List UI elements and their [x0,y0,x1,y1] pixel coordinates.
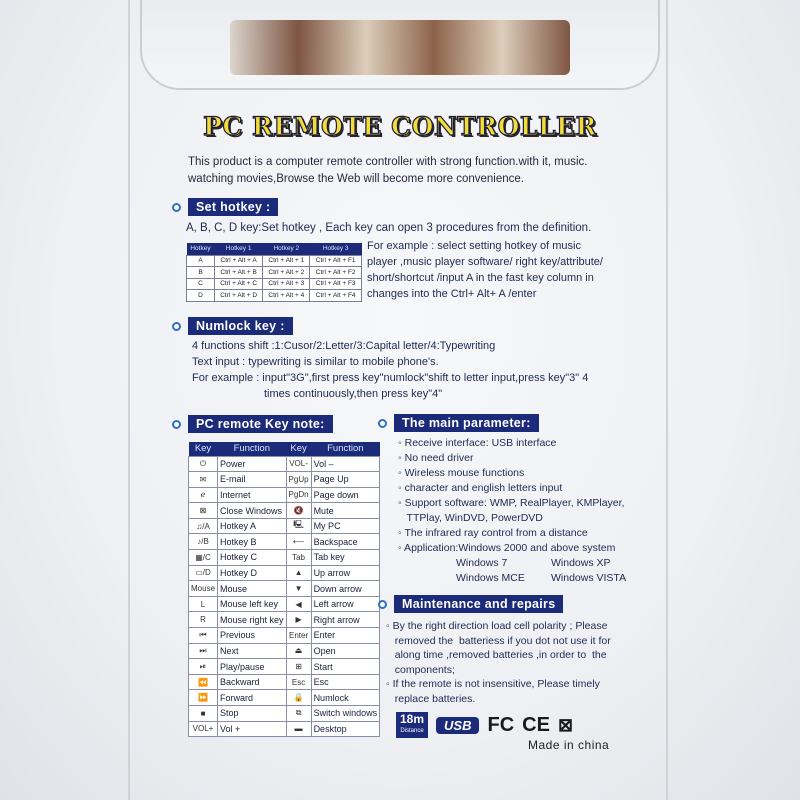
table-row [189,581,380,597]
numlock-line: For example : input"3G",first press key"numlock"shift to letter input,press key"3" 4 [192,372,589,384]
set-hotkey-label: Set hotkey : [188,198,278,216]
example-line: For example : select setting hotkey of music [367,240,581,252]
table-row [189,659,380,675]
key-function: Enter [311,628,380,644]
fc-logo: FC [487,713,515,736]
page-title: PC REMOTE CONTROLLER [203,112,597,141]
key-icon: ⏭ [189,643,218,659]
key-function: Power [218,456,287,472]
key-icon: Esc [286,674,311,690]
hotkey-cell: Ctrl + Alt + C [214,278,262,290]
table-row [189,612,380,628]
table-row [189,534,380,550]
table-row [189,550,380,566]
key-function: Hotkey A [218,518,287,534]
key-function: Play/pause [218,659,287,675]
hotkey-cell: Ctrl + Alt + D [214,290,262,302]
key-icon: ■ [189,706,218,722]
key-icon: PgDn [286,487,311,503]
maint-item: ◦ By the right direction load cell polarity ; Please [386,620,608,632]
key-note-col-header: Key [286,442,311,456]
maintenance-list [386,619,656,706]
main-param-list [398,436,658,586]
key-icon: ⏻ [189,456,218,472]
numlock-heading [172,317,293,335]
key-icon: 🔇 [286,503,311,519]
numlock-line: times continuously,then press key"4" [264,388,443,400]
intro-line-1: This product is a computer remote controller with strong function.with it, music. [188,156,588,168]
maint-item: components; [386,663,455,676]
usb-logo: USB [436,717,479,734]
key-function: Page Up [311,472,380,488]
table-row [189,674,380,690]
bullet-icon [378,600,387,609]
distance-badge [396,712,428,738]
key-function: Mouse right key [218,612,287,628]
param-item: TTPlay, WinDVD, PowerDVD [398,512,543,524]
numlock-label: Numlock key : [188,317,293,335]
key-icon: R [189,612,218,628]
key-function: Up arrow [311,565,380,581]
table-row [189,690,380,706]
key-function: Numlock [311,690,380,706]
param-item: ◦ Receive interface: USB interface [398,437,557,449]
hotkey-example [367,238,657,302]
key-function: Tab key [311,550,380,566]
key-function: Page down [311,487,380,503]
param-item: ◦ The infrared ray control from a distance [398,527,588,539]
table-row [189,518,380,534]
key-icon: ♫/A [189,518,218,534]
hotkey-col-header: Hotkey 3 [310,243,362,255]
certification-logos [396,712,573,738]
key-function: Vol + [218,721,287,737]
main-param-label: The main parameter: [394,414,539,432]
intro-line-2: watching movies,Browse the Web will become more convenience. [188,173,524,185]
key-icon: ⧉ [286,706,311,722]
table-row [187,278,362,290]
key-icon: ▬ [286,721,311,737]
table-row [189,487,380,503]
hotkey-table [186,243,362,302]
hotkey-cell: Ctrl + Alt + F4 [310,290,362,302]
key-function: Stop [218,706,287,722]
key-icon: ◀ [286,596,311,612]
set-hotkey-heading [172,198,278,216]
key-function: Hotkey C [218,550,287,566]
table-row [189,456,380,472]
key-icon: ⟵ [286,534,311,550]
key-function: Mouse [218,581,287,597]
windows-item: Windows VISTA [551,572,627,584]
key-icon: ⊞ [286,659,311,675]
key-icon: ℯ [189,487,218,503]
made-in-label: Made in china [528,738,610,752]
key-function: Backward [218,674,287,690]
key-icon: 🖳 [286,518,311,534]
key-icon: PgUp [286,472,311,488]
hotkey-cell: A [187,255,215,267]
key-icon: L [189,596,218,612]
key-icon: VOL+ [189,721,218,737]
key-icon: VOL- [286,456,311,472]
key-icon: ▲ [286,565,311,581]
key-function: Esc [311,674,380,690]
table-row [189,565,380,581]
intro-text [188,154,618,188]
key-icon: ▦/C [189,550,218,566]
hotkey-cell: Ctrl + Alt + F1 [310,255,362,267]
maintenance-label: Maintenance and repairs [394,595,563,613]
maint-item: ◦ If the remote is not insensitive, Please timely [386,678,600,690]
hotkey-cell: D [187,290,215,302]
weee-icon: ⊠ [557,714,574,735]
bullet-icon [172,322,181,331]
key-function: Right arrow [311,612,380,628]
key-note-table [188,442,380,737]
key-function: Desktop [311,721,380,737]
maint-item: replace batteries. [386,692,476,705]
key-function: Start [311,659,380,675]
key-function: E-mail [218,472,287,488]
hotkey-col-header: Hotkey [187,243,215,255]
hotkey-cell: Ctrl + Alt + F2 [310,267,362,279]
numlock-line: Text input : typewriting is similar to mobile phone's. [192,356,439,368]
table-row [189,503,380,519]
key-icon: ⏪ [189,674,218,690]
key-function: Internet [218,487,287,503]
key-function: Left arrow [311,596,380,612]
param-item: ◦ No need driver [398,452,474,464]
distance-value: 18m [400,712,425,726]
example-line: short/shortcut /input A in the fast key column in [367,272,594,284]
key-function: Open [311,643,380,659]
key-icon: ⏯ [189,659,218,675]
key-icon: Tab [286,550,311,566]
key-note-col-header: Key [189,442,218,456]
example-line: player ,music player software/ right key/attribute/ [367,256,603,268]
key-icon: 🔒 [286,690,311,706]
hotkey-cell: Ctrl + Alt + A [214,255,262,267]
param-item: ◦ Support software: WMP, RealPlayer, KMPlayer, [398,497,625,509]
key-function: Close Windows [218,503,287,519]
numlock-line: 4 functions shift :1:Cusor/2:Letter/3:Capital letter/4:Typewriting [192,340,496,352]
hotkey-cell: Ctrl + Alt + 2 [263,267,310,279]
windows-item: Windows 7 [456,557,508,569]
key-function: My PC [311,518,380,534]
bullet-icon [378,419,387,428]
table-row [187,255,362,267]
key-icon: ♪/B [189,534,218,550]
table-row [189,472,380,488]
key-icon: ▶ [286,612,311,628]
key-function: Down arrow [311,581,380,597]
key-function: Hotkey D [218,565,287,581]
hotkey-col-header: Hotkey 2 [263,243,310,255]
key-icon: ⏮ [189,628,218,644]
key-function: Forward [218,690,287,706]
windows-list [398,556,658,586]
bullet-icon [172,420,181,429]
key-function: Next [218,643,287,659]
windows-item: Windows MCE [456,572,525,584]
key-icon: Enter [286,628,311,644]
table-row [187,290,362,302]
example-line: changes into the Ctrl+ Alt+ A /enter [367,288,537,300]
key-icon: ✉ [189,472,218,488]
set-hotkey-desc: A, B, C, D key:Set hotkey , Each key can open 3 procedures from the definition. [186,222,592,234]
key-function: Mouse left key [218,596,287,612]
key-function: Previous [218,628,287,644]
key-function: Backspace [311,534,380,550]
key-icon: Mouse [189,581,218,597]
hotkey-cell: Ctrl + Alt + B [214,267,262,279]
table-row [189,643,380,659]
param-item: ◦ Wireless mouse functions [398,467,525,479]
table-row [189,706,380,722]
key-icon: ⏩ [189,690,218,706]
bullet-icon [172,203,181,212]
key-note-heading [172,415,333,433]
hotkey-cell: B [187,267,215,279]
main-param-heading [378,414,539,432]
hotkey-cell: Ctrl + Alt + 1 [263,255,310,267]
numlock-text [192,338,652,402]
param-item: ◦ Application:Windows 2000 and above system [398,542,616,554]
hotkey-cell: Ctrl + Alt + 3 [263,278,310,290]
hotkey-col-header: Hotkey 1 [214,243,262,255]
hotkey-cell: C [187,278,215,290]
key-note-label: PC remote Key note: [188,415,333,433]
key-function: Vol – [311,456,380,472]
key-icon: ▼ [286,581,311,597]
hotkey-cell: Ctrl + Alt + F3 [310,278,362,290]
windows-item: Windows XP [551,557,611,569]
maintenance-heading [378,595,563,613]
key-icon: ▭/D [189,565,218,581]
table-row [187,267,362,279]
hotkey-cell: Ctrl + Alt + 4 [263,290,310,302]
table-row [189,596,380,612]
table-row [189,628,380,644]
key-note-col-header: Function [311,442,380,456]
key-function: Switch windows [311,706,380,722]
distance-sub: Distance [400,728,424,734]
product-window [230,20,570,75]
ce-logo: CE [522,713,550,736]
maint-item: removed the batteriess if you dot not use it for [386,634,611,647]
param-item: ◦ character and english letters input [398,482,563,494]
key-note-col-header: Function [218,442,287,456]
key-function: Hotkey B [218,534,287,550]
table-row [189,721,380,737]
key-icon: ⊠ [189,503,218,519]
maint-item: along time ,removed batteries ,in order to the [386,649,607,661]
key-function: Mute [311,503,380,519]
key-icon: ⏏ [286,643,311,659]
